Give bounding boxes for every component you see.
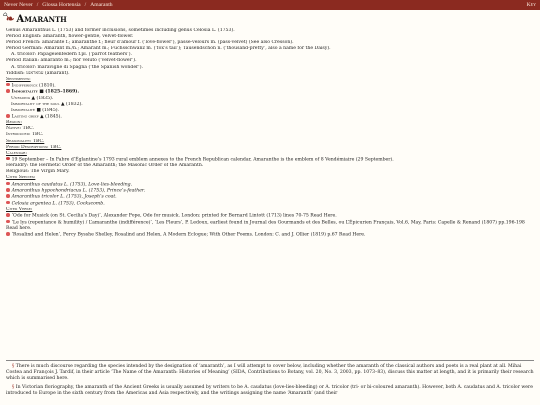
breadcrumb-glossa-hortensia[interactable]: Glossa Hortensia xyxy=(42,2,81,8)
species-item[interactable]: Amaranthus hypochondriacus L. (1753), Prince’s-feather. xyxy=(6,188,534,194)
species-item[interactable]: Amaranthus tricolor L. (1753), Joseph’s coat. xyxy=(6,194,534,200)
top-navigation-bar xyxy=(0,0,540,10)
sentiment-item: Immortality ■ (1825–1869). xyxy=(6,89,534,95)
period-german: Period German: Amarant m./n.; Ämarant m.; Fuchsschwanz m. (‘fox’s tail’); Tausendschön n. (‘thousand-pretty’, also a name for the Daisy). xyxy=(6,46,331,52)
key-link[interactable]: Key xyxy=(526,2,536,8)
sentiments-heading: Sentiments: xyxy=(6,76,31,82)
footnote-1: § There is much discourse regarding the species intended by the designation of ‘amaranth’, as I will attempt to cover below, including whether the amaranth of the classical authors and poets is a real plant at all. Mihai Costea and François J. Tardif, in their article ‘The Name of the Amaranth: Histories of Meaning’ (SIDA, Contributions to Botany, vol. 20, No. 3, 2003, pp. 1073–83), discuss this matter at length, and it is primarily their research which is summarised here. xyxy=(6,364,534,381)
period-english: Period English: amaranth, flower-gentle, velvet-flower. xyxy=(6,34,134,40)
verse-item: ‘Le lys (repentance & humility) / L’amaranthe (indifférence)’, ‘Les Fleurs’, P. Ledoux, earliest found in Journal des Gourmands et des Belles, ou L’Épicurien Français, Vol.6, May, Paris: Capelle & Renand (1807) pp.196-198 Read here. xyxy=(6,219,525,231)
cited-species-heading: Cited Species: xyxy=(6,175,36,181)
page-title: ❧ Amaranth xyxy=(6,14,67,25)
breadcrumb-separator: / xyxy=(84,2,87,8)
calendar-heading: Calendar: xyxy=(6,150,27,156)
sentiment-item: Immortality of the soul ▲ (1832). xyxy=(11,101,83,107)
period-french: Period French: amarante f.; amaranthe f.; fleur d’amour f. (‘love-flower’), passe-velours m. (pass-velvet) (See also Cresson). xyxy=(6,40,294,46)
footnote-marker-icon: § xyxy=(12,364,16,369)
verse-item: ‘Ode for Musick (on St. Cecilia’s Day)’, Alexander Pope, Ode for musick. London: printed for Bernard Lintott (1713) lines 70-75 Read Here. xyxy=(6,213,534,219)
sentiment-bullet-icon xyxy=(6,114,10,118)
sentiment-item: Indifference (1810). xyxy=(6,83,534,89)
period-italian: Period Italian: amaranto m.; fior veluto (‘velvet-flower’). xyxy=(6,58,137,64)
species-bullet-icon xyxy=(6,194,10,198)
entry-content xyxy=(6,14,534,402)
verse-bullet-icon xyxy=(6,232,10,236)
yiddish-line: Yiddish: עמאראנט (amarant). xyxy=(6,70,70,76)
introduced-line: Introduced: TBC. xyxy=(6,132,44,138)
footnote-divider xyxy=(6,360,534,361)
italian-tricolor: A. tricolor: maraviglie di Spagna (‘the Spanish wonder’). xyxy=(11,64,143,70)
cited-verse-heading: Cited Verse: xyxy=(6,207,33,213)
breadcrumb-amaranth: Amaranth xyxy=(90,2,113,8)
sentiment-bullet-icon xyxy=(6,83,10,87)
footnote-2: § In Victorian floriography, the amaranth of the Ancient Greeks is usually assumed by writers to be A. caudatus (love-lies-bleeding) or A. tricolor (tri- or bi-coloured amaranth). However, both A. caudatus and A. tricolor were introduced to Europe in the sixth century from the Americas and Asia respectively, and the writings assigning the name ‘Amaranth’ (and their xyxy=(6,385,533,396)
species-bullet-icon xyxy=(6,201,10,205)
sentiment-bullet-icon xyxy=(6,89,10,93)
native-line: Native: TBC. xyxy=(6,126,34,132)
footnote-marker-icon: § xyxy=(12,385,16,390)
footnotes xyxy=(6,360,534,400)
period-descriptions-line: Period Descriptions: TBC. xyxy=(6,144,62,150)
home-icon[interactable]: ⌂ xyxy=(3,11,8,18)
calendar-entry: 19 September – In Fabre d’Églantine’s 1793 rural emblem annexes to the French Republican calendar, Amaranthe is the emblem of 8 Vendémiaire (29 September). xyxy=(6,157,534,163)
species-bullet-icon xyxy=(6,188,10,192)
sentiment-item: Lasting grief ▲ (1845). xyxy=(6,114,534,120)
species-item[interactable]: Amaranthus caudatus L. (1753), Love-lies-bleeding. xyxy=(6,182,534,188)
seasonality-line: Seasonality: TBC. xyxy=(6,138,45,144)
species-item[interactable]: Celosia argentea L. (1753), Cockscomb. xyxy=(6,201,534,207)
sentiment-item: Unfading ▲ (1835). xyxy=(11,95,54,101)
region-heading: Region: xyxy=(6,120,22,126)
genus-line: Genus Amaranthus L. (1753) and former inclusions, sometimes including genus Celosia L. (1753). xyxy=(6,28,235,33)
fleuron-icon: ❧ xyxy=(6,14,15,25)
verse-bullet-icon xyxy=(6,220,10,224)
verse-item: ‘Rosalind and Helen’, Percy Bysshe Shelley, Rosalind and Helen, A Modern Eclogue; With Other Poems. London: C. and J. Ollier (1819) p.67 Read Here. xyxy=(6,232,534,238)
breadcrumb-separator: / xyxy=(36,2,39,8)
religious-line: Religious: The Virgin Mary. xyxy=(6,169,70,175)
calendar-bullet-icon xyxy=(6,157,10,161)
sentiment-item: Immortalité ■ (1845). xyxy=(11,107,59,113)
german-tricolor: A. tricolor: Papageienfedern f.pl. (‘parrot feathers’). xyxy=(11,52,132,58)
verse-bullet-icon xyxy=(6,213,10,217)
heraldry-line: Heraldry: the Hermetic Order of the Amaranth; the Masonic Order of the Amaranth. xyxy=(6,163,204,169)
breadcrumb-never-never[interactable]: Never Never xyxy=(4,2,33,8)
species-bullet-icon xyxy=(6,182,10,186)
